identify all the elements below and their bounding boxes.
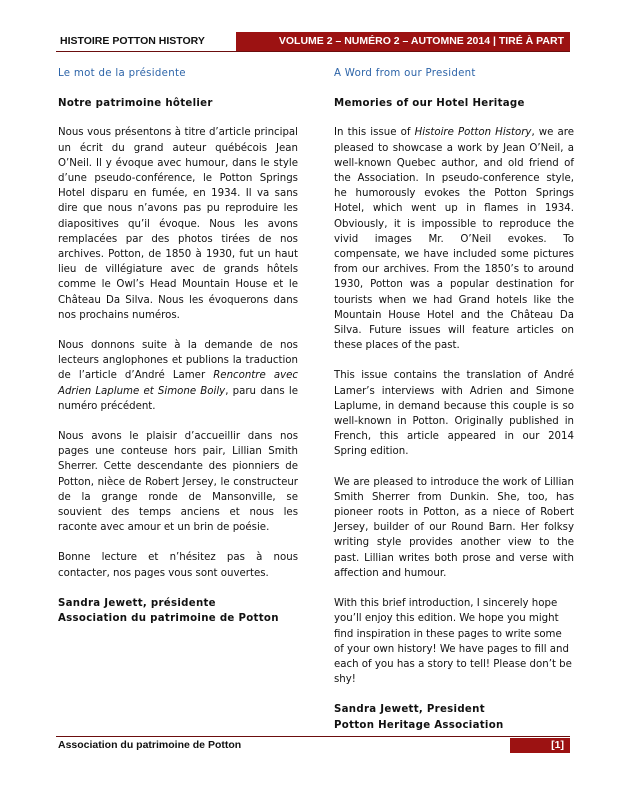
page-number: [1] [510, 738, 570, 753]
english-paragraph-1-end: , we are pleased to showcase a work by Jean O’Neil, a well-known Quebec author, and old friend of the Association. In pseudo-conference style, he humorously evokes the Potton Springs Hotel, which went up in flames in 1934. Obviously, it is impossible to reproduce the vivid images Mr. O’Neil evokes. To compensate, we have included some pictures from our archives. From the 1850’s to around 1930, Potton was a popular destination for tourists when we had Grand hotels like the Mountain House Hotel and the Château Da Silva. Future issues will feature articles on these places of the past. [334, 127, 575, 352]
english-paragraph-4: With this brief introduction, I sincerely hope you’ll enjoy this edition. We hope you might find inspiration in these pages to write some of your own history! We have pages to fill and each of you has a story to tell! Please don’t be shy! [334, 598, 572, 686]
english-paragraph-3: We are pleased to introduce the work of Lillian Smith Sherrer from Dunkin. She, too, has pioneer roots in Potton, as a niece of Robert Jersey, builder of our Round Barn. Her folksy writing style provides another view to the past. Lillian writes both prose and verse with affection and humour. [334, 476, 574, 579]
french-column [58, 66, 298, 626]
english-column-title: A Word from our President [334, 68, 476, 79]
english-paragraph-1-start: In this issue of [334, 127, 415, 139]
footer-organization: Association du patrimoine de Potton [58, 739, 242, 751]
publication-title: HISTOIRE POTTON HISTORY [60, 35, 205, 47]
english-signature-org: Potton Heritage Association [334, 719, 504, 731]
french-paragraph-3: Nous avons le plaisir d’accueillir dans nos pages une conteuse hors pair, Lillian Smith Sherrer. Cette descendante des pionniers de Potton, nièce de Robert Jersey, le constructeur de la grange ronde de Mansonville, se souvient des temps anciens et nous les raconte avec amour et un brin de poésie. [58, 431, 298, 534]
french-paragraph-2-start: Nous donnons suite à la demande de nos lecteurs anglophones et publions la traduction de l’article d’André Lamer [58, 340, 298, 382]
french-column-subtitle: Notre patrimoine hôtelier [58, 98, 213, 110]
french-paragraph-2-end: , paru dans le numéro précédent. [58, 385, 298, 412]
article-title-italic: Rencontre avec Adrien Laplume et Simone Boily [58, 370, 298, 397]
publication-name-italic: Histoire Potton History [414, 127, 532, 139]
french-paragraph-2 [58, 338, 298, 414]
page-header [56, 32, 570, 52]
english-signature-name: Sandra Jewett, President [334, 704, 485, 716]
english-paragraph-1 [334, 125, 574, 353]
english-paragraph-2: This issue contains the translation of André Lamer’s interviews with Adrien and Simone Laplume, in demand because this couple is so well-known in Potton. Originally published in French, this article appeared in our 2014 Spring edition. [334, 370, 574, 458]
english-column-subtitle: Memories of our Hotel Heritage [334, 98, 525, 110]
french-paragraph-4: Bonne lecture et n’hésitez pas à nous contacter, nos pages vous sont ouvertes. [58, 552, 298, 579]
french-signature-org: Association du patrimoine de Potton [58, 613, 279, 625]
english-column [334, 66, 574, 733]
french-paragraph-1: Nous vous présentons à titre d’article principal un écrit du grand auteur québécois Jean O’Neil. Il y évoque avec humour, dans le style d’une pseudo-conférence, le Potton Springs Hotel disparu en fumée, en 1934. Il va sans dire que nous n’avons pas pu reproduire les diapositives qu’il évoque. Nous les avons remplacées par des photos tirées de nos archives. Potton, de 1850 à 1930, fut un haut lieu de villégiature avec de grands hôtels comme le Owl’s Head Mountain House et le Château Da Silva. Nous les évoquerons dans nos prochains numéros. [58, 127, 298, 321]
page-footer [56, 736, 570, 753]
french-signature-name: Sandra Jewett, présidente [58, 597, 216, 609]
french-column-title: Le mot de la présidente [58, 68, 186, 79]
issue-banner: VOLUME 2 – NUMÉRO 2 – AUTOMNE 2014 | TIRÉ À PART [236, 32, 570, 51]
